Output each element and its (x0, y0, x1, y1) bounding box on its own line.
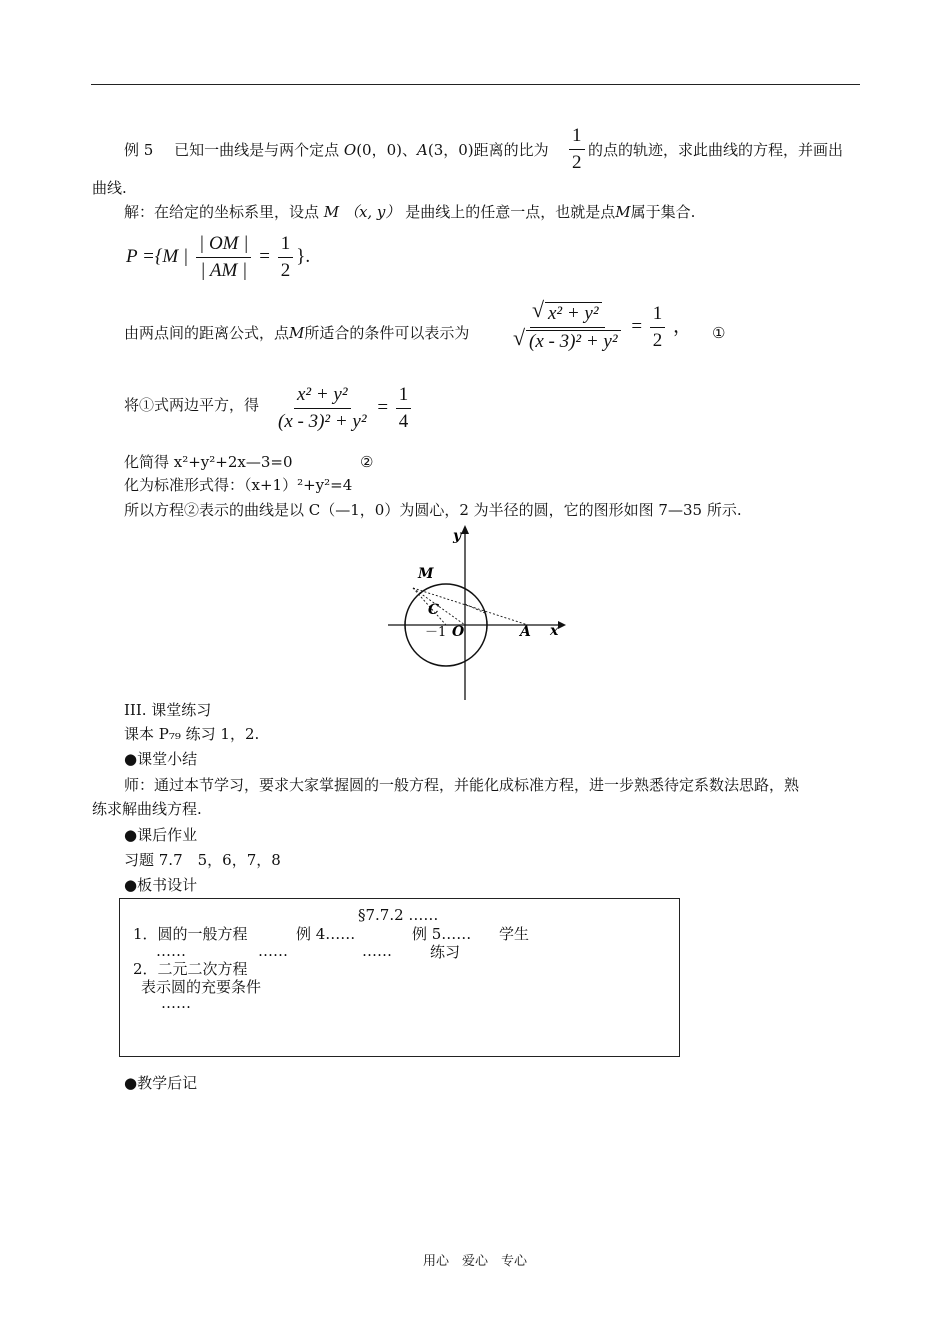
solution-intro-pre: 解：在给定的坐标系里，设点 (124, 203, 320, 221)
board-item-1: 1．圆的一般方程 (133, 925, 248, 943)
set-suffix: }. (296, 245, 311, 267)
standard-form-line: 化为标准形式得：（x+1）²+y²=4 (124, 476, 353, 494)
example-text-1: 已知一曲线是与两个定点 (174, 141, 340, 159)
conclusion-line: 所以方程②表示的曲线是以 C（—1，0）为圆心，2 为半径的圆，它的图形如图 7—35 所示. (124, 501, 742, 519)
solution-intro-post: 是曲线上的任意一点，也就是点 (405, 203, 616, 221)
distance-formula (508, 302, 692, 353)
simplify-line: 化简得 x²+y²+2x—3=0 (124, 453, 293, 471)
example-text-2: 的点的轨迹，求此曲线的方程，并画出 (588, 141, 844, 159)
square-text: 将①式两边平方，得 (124, 396, 260, 414)
board-student: 学生 (499, 925, 530, 943)
c-label: C (428, 602, 440, 618)
square-eq: = (377, 396, 389, 418)
solution-intro-end: 属于集合. (630, 203, 696, 221)
solution-intro (124, 202, 695, 222)
square-den: (x - 3)² + y² (278, 411, 367, 432)
point-m-2: M (615, 203, 631, 221)
example-half-den: 2 (572, 152, 582, 173)
distance-half-num: 1 (650, 303, 666, 328)
set-half-den: 2 (280, 260, 291, 281)
point-a-coords: (3，0)距离的比为 (427, 141, 549, 159)
square-q-den: 4 (398, 411, 409, 432)
board-item-2: 2．二元二次方程 (133, 960, 248, 978)
distance-den: √ (x - 3)² + y² (526, 330, 621, 353)
point-m: M (323, 203, 340, 221)
homework-heading: ●课后作业 (124, 826, 198, 844)
set-num: | OM | (196, 233, 252, 258)
distance-comma: ， (673, 315, 693, 337)
distance-half-den: 2 (652, 330, 663, 351)
point-a: A (417, 141, 428, 159)
board-dots-2: …… (258, 942, 288, 960)
distance-m: M (289, 324, 305, 342)
point-o-coords: (0，0)、 (356, 141, 417, 159)
distance-text (124, 323, 469, 343)
square-q-num: 1 (396, 384, 412, 409)
example-text-3: 曲线. (92, 179, 127, 197)
x-axis-arrow-icon (558, 621, 566, 629)
circle-diagram (388, 522, 568, 706)
homework-text: 习题 7.7 5，6，7，8 (124, 851, 281, 869)
page-footer: 用心 爱心 专心 (422, 1254, 527, 1269)
board-dots-1: …… (156, 942, 186, 960)
example-line-1 (124, 140, 549, 160)
afterword-heading: ●教学后记 (124, 1074, 198, 1092)
practice-heading: III. 课堂练习 (124, 701, 212, 719)
practice-text: 课本 P₇₉ 练习 1，2. (124, 725, 260, 743)
board-dots-4: …… (161, 994, 191, 1012)
summary-text-2: 练求解曲线方程. (92, 800, 202, 818)
point-o: O (343, 141, 357, 159)
distance-eq: = (631, 315, 643, 337)
equation-mark-2: ② (360, 453, 374, 471)
equation-mark-1: ① (712, 324, 726, 342)
y-label: y (453, 528, 462, 544)
a-label: A (520, 624, 531, 640)
example-label: 例 5 (124, 141, 154, 159)
x-label: x (550, 623, 559, 639)
minus-one-label: －1 (425, 625, 447, 640)
m-label: M (418, 566, 434, 582)
distance-post: 所适合的条件可以表示为 (304, 324, 470, 342)
y-axis-arrow-icon (461, 525, 469, 534)
distance-pre: 由两点间的距离公式，点 (124, 324, 290, 342)
point-m-coords: （x, y） (343, 203, 401, 221)
set-half-num: 1 (278, 233, 294, 258)
summary-text-1: 师：通过本节学习，要求大家掌握圆的一般方程，并能化成标准方程，进一步熟悉待定系数法思路，熟 (124, 776, 800, 794)
example-half-fraction (566, 125, 588, 174)
square-num: x² + y² (294, 384, 351, 409)
board-title: §7.7.2 …… (358, 906, 439, 924)
set-prefix: P ={M | (126, 245, 189, 267)
o-label: O (452, 624, 465, 640)
example-half-num: 1 (569, 125, 585, 150)
square-formula (272, 384, 414, 433)
board-dots-3: …… (362, 942, 392, 960)
summary-heading: ●课堂小结 (124, 750, 198, 768)
set-den: | AM | (200, 260, 248, 281)
board-practice: 练习 (430, 943, 461, 961)
board-example-5: 例 5…… (412, 925, 472, 943)
board-item-2b: 表示圆的充要条件 (141, 978, 262, 996)
board-heading: ●板书设计 (124, 876, 198, 894)
board-example-4: 例 4…… (296, 925, 356, 943)
set-eq: = (259, 245, 270, 267)
distance-num: √ x² + y² (545, 302, 602, 325)
header-rule (91, 84, 860, 85)
set-p-formula (126, 233, 310, 282)
